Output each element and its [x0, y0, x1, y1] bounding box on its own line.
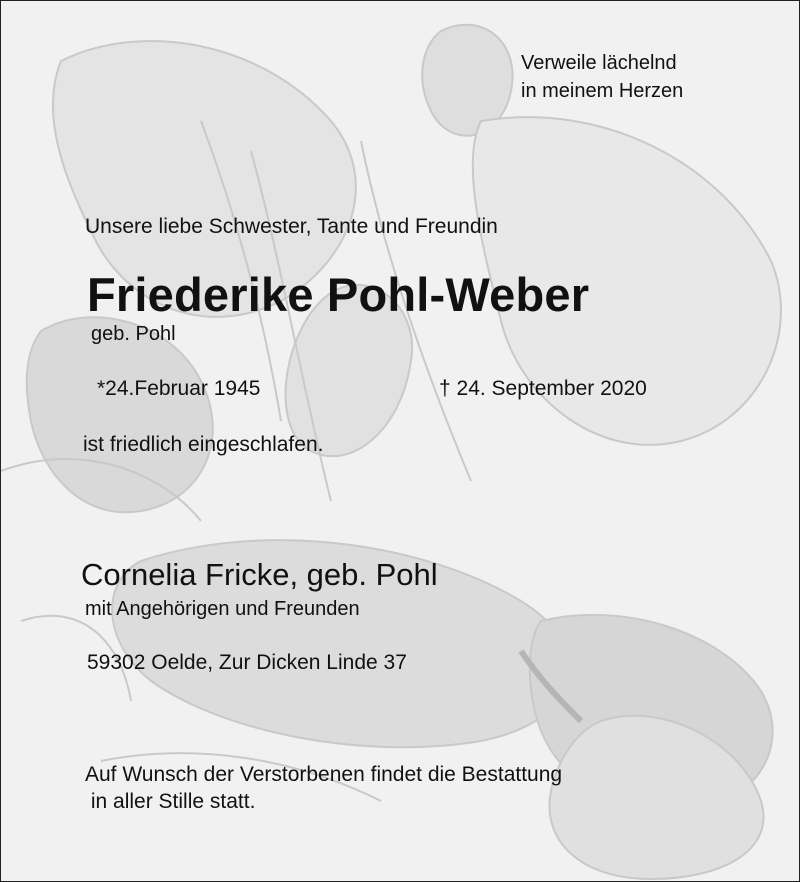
intro-text: Unsere liebe Schwester, Tante und Freundin — [85, 215, 498, 238]
mourner-name: Cornelia Fricke, geb. Pohl — [81, 557, 438, 592]
deceased-name: Friederike Pohl-Weber — [87, 268, 590, 321]
passing-text: ist friedlich eingeschlafen. — [83, 433, 324, 456]
mourner-relatives: mit Angehörigen und Freunden — [85, 598, 360, 620]
motto-line-2: in meinem Herzen — [521, 80, 684, 102]
funeral-note — [85, 761, 562, 815]
birth-date: *24.Februar 1945 — [97, 377, 261, 400]
funeral-note-line-1: Auf Wunsch der Verstorbenen findet die Bestattung — [85, 763, 563, 786]
death-date: † 24. September 2020 — [439, 377, 647, 400]
motto-quote — [521, 49, 683, 105]
mourner-address: 59302 Oelde, Zur Dicken Linde 37 — [87, 651, 407, 674]
funeral-note-line-2: in aller Stille statt. — [85, 790, 256, 813]
motto-line-1: Verweile lächelnd — [521, 52, 677, 74]
birth-name: geb. Pohl — [91, 323, 176, 345]
